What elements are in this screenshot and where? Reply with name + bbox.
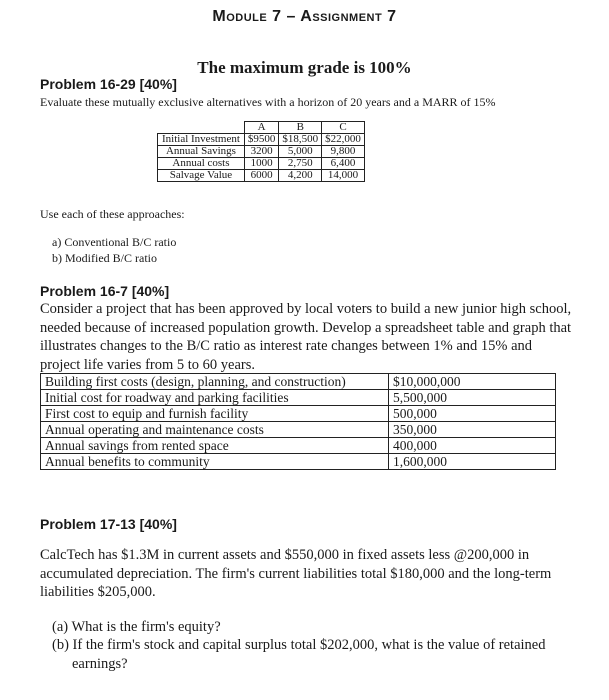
- table-cell: 9,800: [322, 146, 365, 158]
- cost-value: 400,000: [389, 438, 556, 454]
- cost-value: 5,500,000: [389, 390, 556, 406]
- cost-value: 1,600,000: [389, 454, 556, 470]
- cost-item: Annual operating and maintenance costs: [41, 422, 389, 438]
- row-label: Initial Investment: [158, 134, 245, 146]
- column-header: A: [244, 122, 279, 134]
- table-row: [158, 158, 365, 170]
- cost-value: $10,000,000: [389, 374, 556, 390]
- table-header-row: [158, 122, 365, 134]
- table-cell: 6,400: [322, 158, 365, 170]
- table-corner: [158, 122, 245, 134]
- row-label: Salvage Value: [158, 170, 245, 182]
- row-label: Annual costs: [158, 158, 245, 170]
- table-row: [41, 390, 556, 406]
- problem-16-29-title: Problem 16-29 [40%]: [40, 76, 177, 92]
- approach-a: a) Conventional B/C ratio: [52, 235, 177, 249]
- cost-value: 350,000: [389, 422, 556, 438]
- problem-16-7-description: Consider a project that has been approved by local voters to build a new junior high school, needed because of increased population growth. Develop a spreadsheet table and graph that illustrates changes to the B/C ratio as interest rate changes between 1% and 15% and project life varies from 5 to 60 years.: [40, 301, 572, 373]
- approach-b: b) Modified B/C ratio: [52, 251, 157, 265]
- cost-item: Building first costs (design, planning, and construction): [41, 374, 389, 390]
- table-cell: $18,500: [279, 134, 322, 146]
- table-cell: 14,000: [322, 170, 365, 182]
- table-row: [41, 422, 556, 438]
- problem-16-29-description: Evaluate these mutually exclusive alternatives with a horizon of 20 years and a MARR of 15%: [40, 95, 496, 109]
- column-header: C: [322, 122, 365, 134]
- cost-value: 500,000: [389, 406, 556, 422]
- project-costs-table: [40, 373, 556, 470]
- problem-17-13-description: CalcTech has $1.3M in current assets and $550,000 in fixed assets less @200,000 in accumulated depreciation. The firm's current liabilities total $180,000 and the long-term liabilities $205,000.: [40, 547, 552, 600]
- cost-item: First cost to equip and furnish facility: [41, 406, 389, 422]
- cost-item: Annual savings from rented space: [41, 438, 389, 454]
- table-cell: 4,200: [279, 170, 322, 182]
- table-cell: 6000: [244, 170, 279, 182]
- question-a: (a) What is the firm's equity?: [52, 619, 221, 635]
- table-row: [41, 374, 556, 390]
- cost-item: Annual benefits to community: [41, 454, 389, 470]
- table-cell: 5,000: [279, 146, 322, 158]
- table-row: [158, 134, 365, 146]
- table-row: [41, 406, 556, 422]
- table-cell: $22,000: [322, 134, 365, 146]
- alternatives-table: [157, 121, 365, 182]
- problem-17-13-title: Problem 17-13 [40%]: [40, 516, 177, 532]
- table-row: [41, 454, 556, 470]
- row-label: Annual Savings: [158, 146, 245, 158]
- table-row: [158, 146, 365, 158]
- column-header: B: [279, 122, 322, 134]
- approaches-intro: Use each of these approaches:: [40, 207, 185, 221]
- table-cell: 2,750: [279, 158, 322, 170]
- table-cell: 1000: [244, 158, 279, 170]
- cost-item: Initial cost for roadway and parking facilities: [41, 390, 389, 406]
- table-row: [41, 438, 556, 454]
- grade-title: The maximum grade is 100%: [197, 58, 412, 77]
- table-cell: 3200: [244, 146, 279, 158]
- question-b: (b) If the firm's stock and capital surplus total $202,000, what is the value of retained earnings?: [52, 637, 546, 672]
- table-row: [158, 170, 365, 182]
- table-cell: $9500: [244, 134, 279, 146]
- problem-16-7-title: Problem 16-7 [40%]: [40, 283, 170, 299]
- module-title: Module 7 – Assignment 7: [212, 8, 397, 25]
